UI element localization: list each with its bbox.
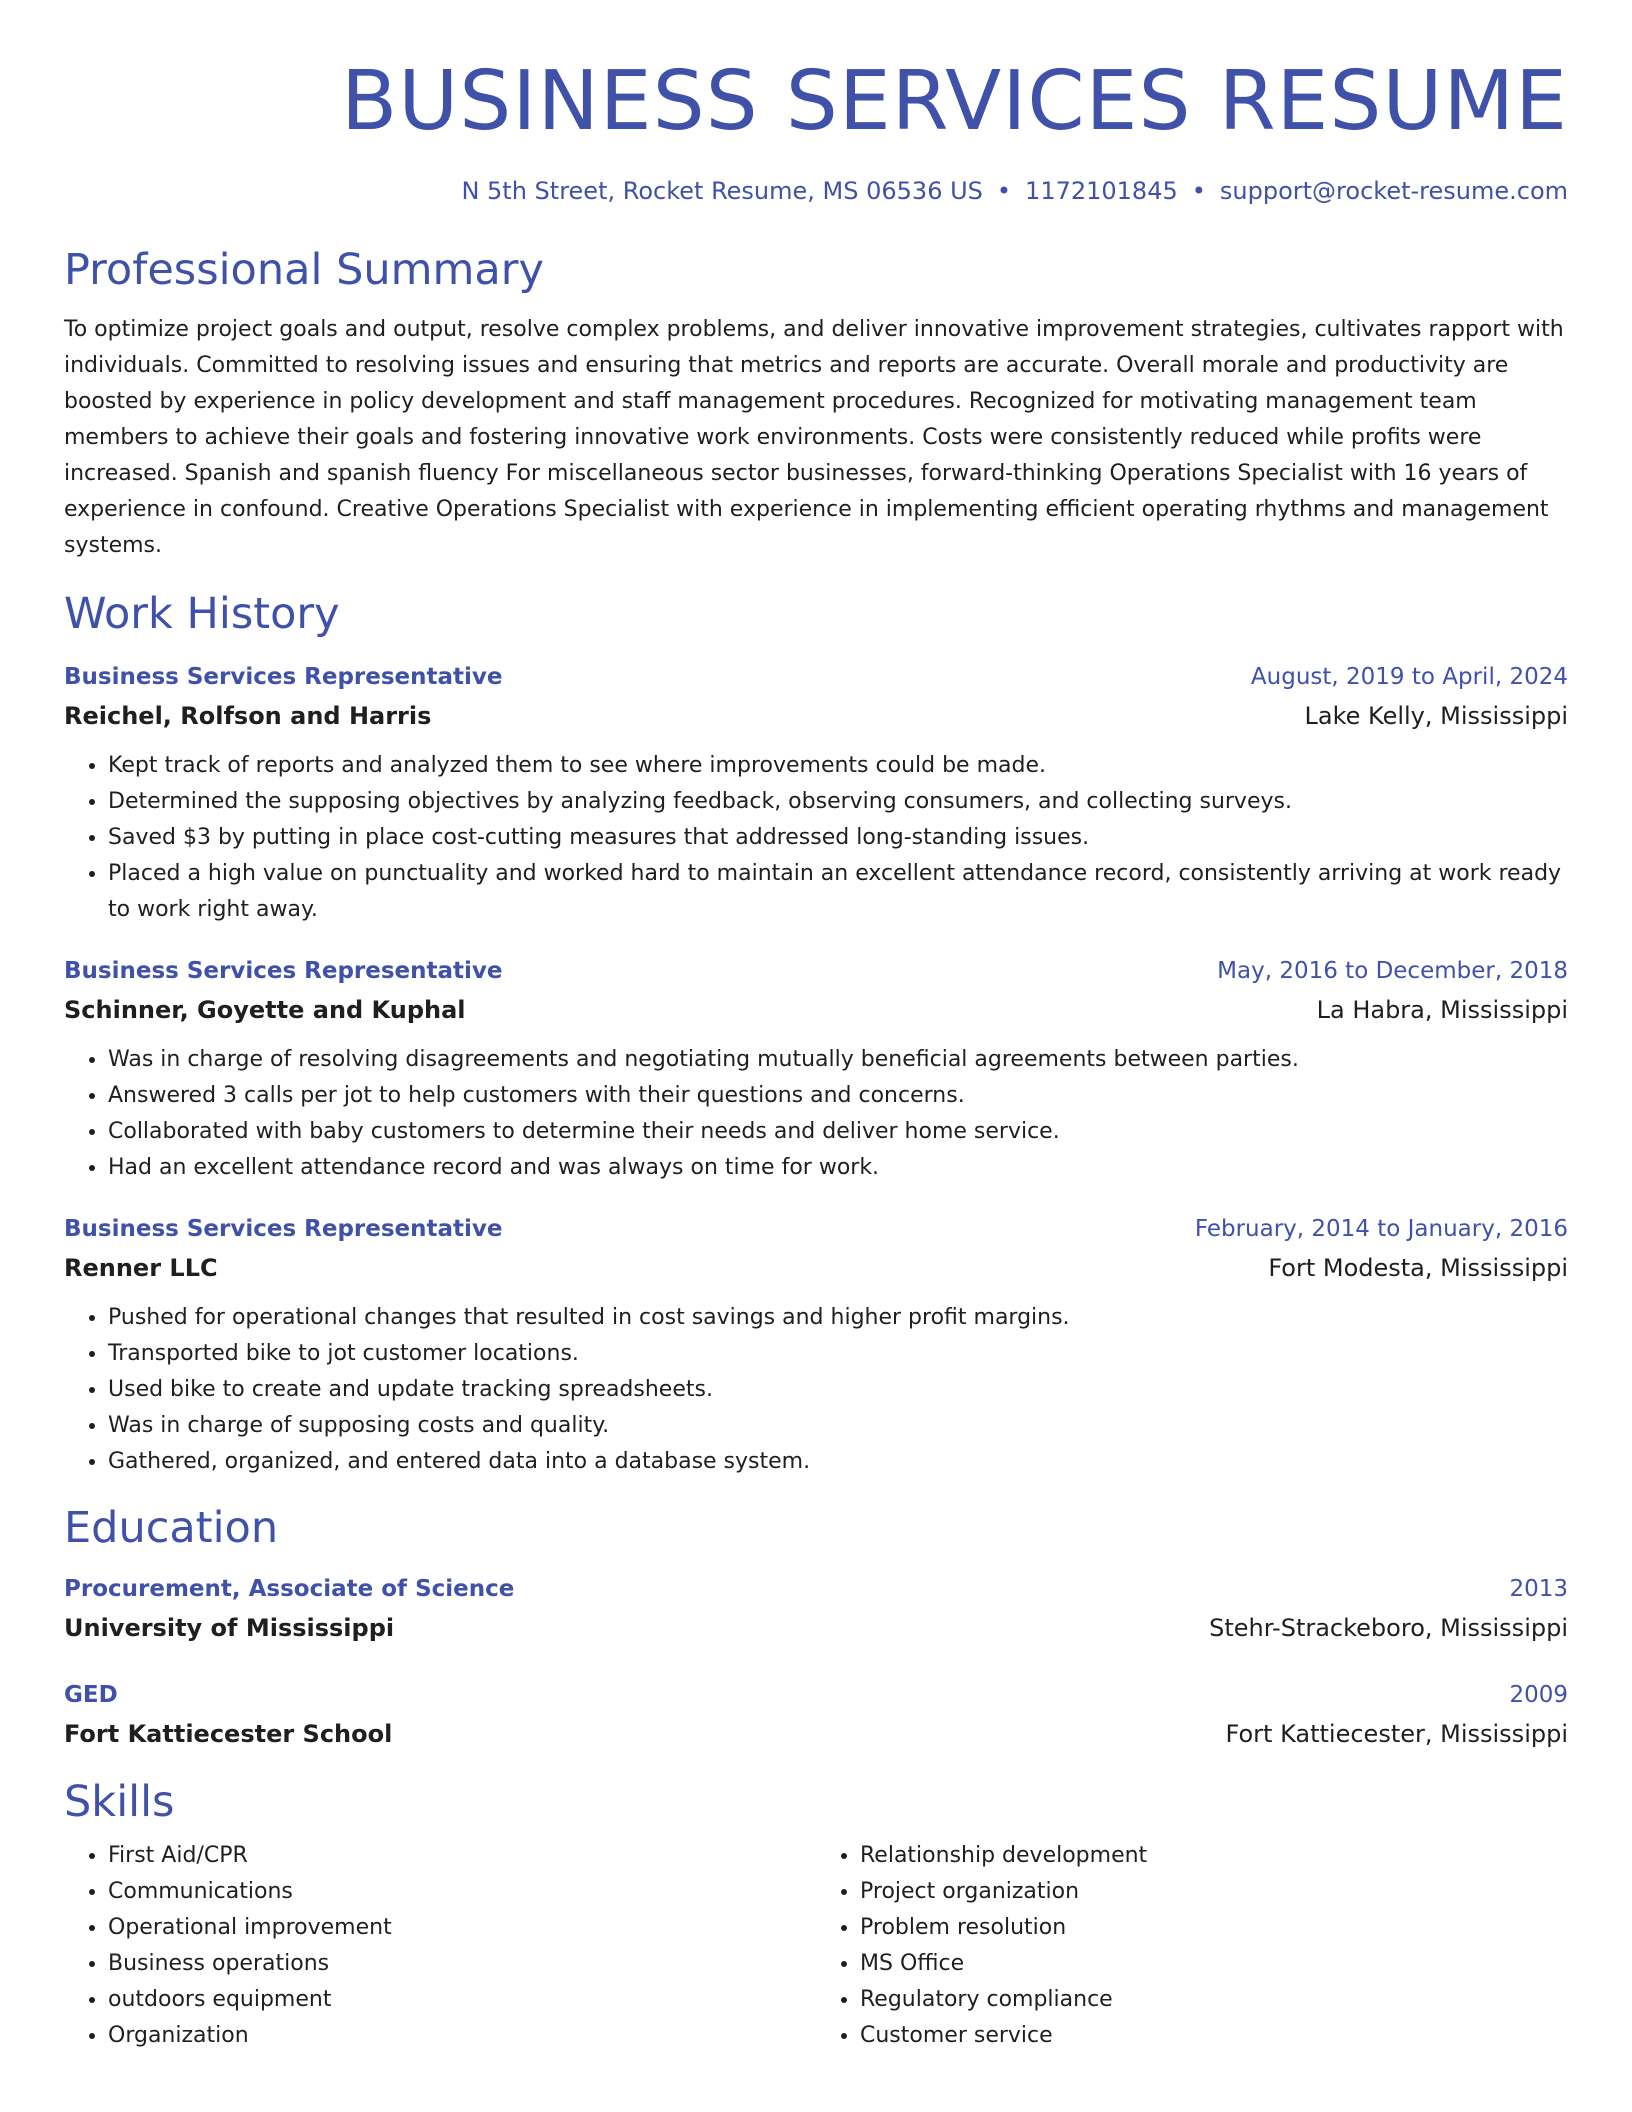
- job-entry: [64, 1210, 1568, 1480]
- contact-separator: •: [1191, 177, 1206, 205]
- work-history-heading: Work History: [64, 589, 340, 639]
- job-header-row: [64, 658, 1568, 696]
- job-bullets: [64, 1042, 1568, 1186]
- job-bullet: • Had an excellent attendance record and was always on time for work.: [108, 1150, 1568, 1186]
- skill-item: • outdoors equipment: [108, 1982, 816, 2018]
- skill-item: • Operational improvement: [108, 1910, 816, 1946]
- skill-item: • Customer service: [860, 2018, 1568, 2054]
- contact-email: support@rocket-resume.com: [1219, 177, 1568, 205]
- contact-separator: •: [996, 177, 1012, 205]
- job-header-row: [64, 1210, 1568, 1248]
- skills-list: [64, 1838, 1568, 2054]
- contact-line: [64, 174, 1568, 208]
- resume-title: BUSINESS SERVICES RESUME: [340, 54, 1568, 149]
- skill-item: • Regulatory compliance: [860, 1982, 1568, 2018]
- job-bullet: • Was in charge of supposing costs and quality.: [108, 1408, 1568, 1444]
- education-school: Fort Kattiecester School: [64, 1720, 393, 1748]
- skill-item: • MS Office: [860, 1946, 1568, 1982]
- job-company: Schinner, Goyette and Kuphal: [64, 996, 466, 1024]
- job-location: Lake Kelly, Mississippi: [1304, 702, 1568, 730]
- education-location: Stehr-Strackeboro, Mississippi: [1209, 1614, 1568, 1642]
- education-location: Fort Kattiecester, Mississippi: [1225, 1720, 1568, 1748]
- education-heading: Education: [64, 1503, 279, 1553]
- summary-heading: Professional Summary: [64, 245, 544, 295]
- job-bullets: [64, 748, 1568, 928]
- job-bullet: • Pushed for operational changes that resulted in cost savings and higher profit margins.: [108, 1300, 1568, 1336]
- education-year: 2013: [1509, 1576, 1568, 1602]
- job-dates: February, 2014 to January, 2016: [1194, 1216, 1568, 1242]
- job-bullet: • Collaborated with baby customers to determine their needs and deliver home service.: [108, 1114, 1568, 1150]
- summary-text: To optimize project goals and output, resolve complex problems, and deliver innovative improvement strategies, cultivates rapport with individuals. Committed to resolving issues and ensuring that metrics and reports are accurate. Overall morale and productivity are boosted by experience in policy development and staff management procedures. Recognized for motivating management team members to achieve their goals and fostering innovative work environments. Costs were consistently reduced while profits were increased. Spanish and spanish fluency For miscellaneous sector businesses, forward-thinking Operations Specialist with 16 years of experience in confound. Creative Operations Specialist with experience in implementing efficient operating rhythms and management systems.: [64, 317, 1564, 558]
- resume-header: [64, 52, 1568, 208]
- skills-heading: Skills: [64, 1777, 175, 1827]
- contact-address: N 5th Street, Rocket Resume, MS 06536 US: [461, 177, 983, 205]
- job-company: Renner LLC: [64, 1254, 218, 1282]
- job-bullet: • Used bike to create and update tracking spreadsheets.: [108, 1372, 1568, 1408]
- skills-column-left: [64, 1838, 816, 2054]
- education-entry: [64, 1676, 1568, 1754]
- job-bullet: • Transported bike to jot customer locations.: [108, 1336, 1568, 1372]
- job-dates: May, 2016 to December, 2018: [1217, 958, 1568, 984]
- job-header-row: [64, 952, 1568, 990]
- skill-item: • Problem resolution: [860, 1910, 1568, 1946]
- education-degree: GED: [64, 1682, 118, 1708]
- job-company: Reichel, Rolfson and Harris: [64, 702, 432, 730]
- job-bullet: • Kept track of reports and analyzed them to see where improvements could be made.: [108, 748, 1568, 784]
- job-company-row: [64, 696, 1568, 736]
- education-school-row: [64, 1714, 1568, 1754]
- job-company-row: [64, 990, 1568, 1030]
- skill-item: • Business operations: [108, 1946, 816, 1982]
- job-company-row: [64, 1248, 1568, 1288]
- skill-item: • Communications: [108, 1874, 816, 1910]
- job-location: La Habra, Mississippi: [1316, 996, 1568, 1024]
- job-bullet: • Gathered, organized, and entered data into a database system.: [108, 1444, 1568, 1480]
- skill-item: • Organization: [108, 2018, 816, 2054]
- job-role: Business Services Representative: [64, 1216, 503, 1242]
- job-role: Business Services Representative: [64, 958, 503, 984]
- education-school-row: [64, 1608, 1568, 1648]
- skill-item: • Project organization: [860, 1874, 1568, 1910]
- job-bullet: • Determined the supposing objectives by analyzing feedback, observing consumers, and collecting surveys.: [108, 784, 1568, 820]
- education-year: 2009: [1509, 1682, 1568, 1708]
- education-school: University of Mississippi: [64, 1614, 395, 1642]
- job-role: Business Services Representative: [64, 664, 503, 690]
- education-degree-row: [64, 1570, 1568, 1608]
- job-bullet: • Placed a high value on punctuality and worked hard to maintain an excellent attendance record, consistently arriving at work ready to work right away.: [108, 856, 1568, 928]
- skill-item: • Relationship development: [860, 1838, 1568, 1874]
- skill-item: • First Aid/CPR: [108, 1838, 816, 1874]
- job-entry: [64, 658, 1568, 928]
- job-entry: [64, 952, 1568, 1186]
- job-bullet: • Was in charge of resolving disagreements and negotiating mutually beneficial agreements between parties.: [108, 1042, 1568, 1078]
- education-degree: Procurement, Associate of Science: [64, 1576, 515, 1602]
- education-entry: [64, 1570, 1568, 1648]
- skills-column-right: [816, 1838, 1568, 2054]
- job-bullets: [64, 1300, 1568, 1480]
- job-bullet: • Saved $3 by putting in place cost-cutting measures that addressed long-standing issues.: [108, 820, 1568, 856]
- job-location: Fort Modesta, Mississippi: [1268, 1254, 1568, 1282]
- job-dates: August, 2019 to April, 2024: [1250, 664, 1568, 690]
- education-degree-row: [64, 1676, 1568, 1714]
- job-bullet: • Answered 3 calls per jot to help customers with their questions and concerns.: [108, 1078, 1568, 1114]
- contact-phone: 1172101845: [1025, 177, 1178, 205]
